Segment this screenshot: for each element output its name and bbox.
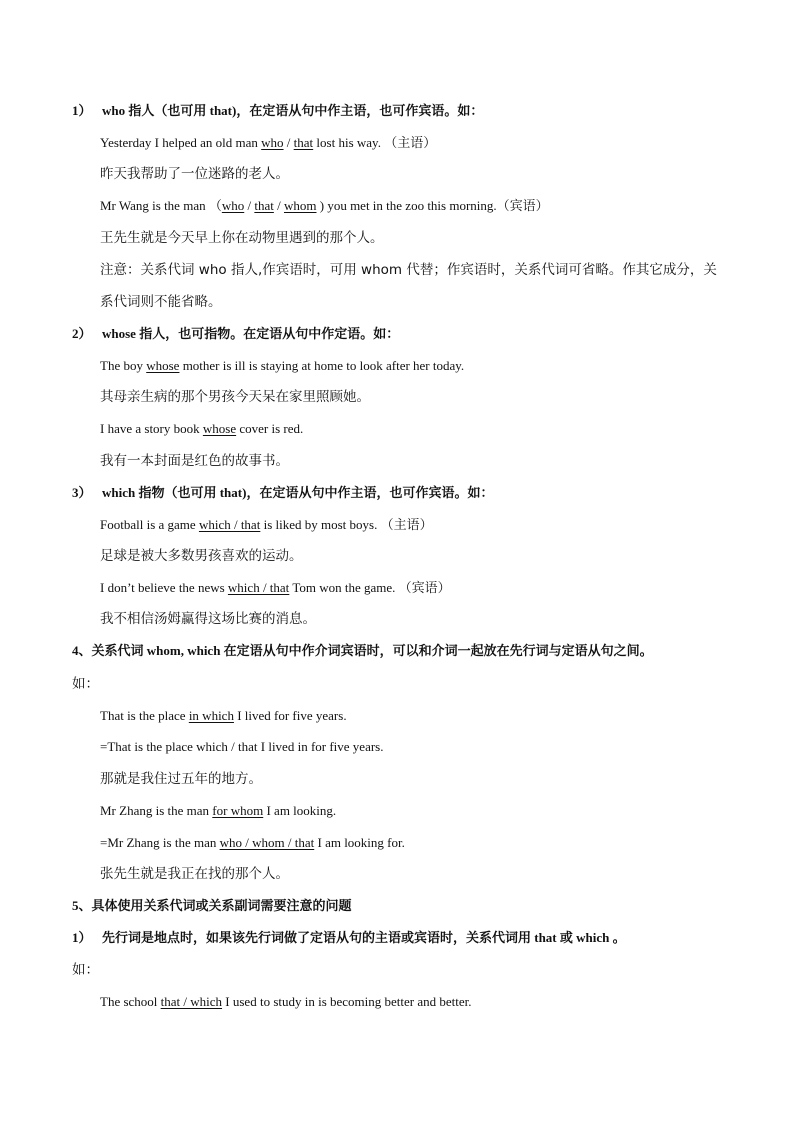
sentence-fragment: I lived for five years. [233,708,347,723]
sentence-fragment: Football is a game [100,517,199,532]
sentence-fragment: / [283,135,294,150]
section-5-subheading [72,930,626,946]
sentence-fragment: Tom won the game. （宾语） [289,580,451,595]
sentence-fragment: The school [100,994,161,1009]
sentence-fragment: That is the place [100,708,189,723]
example-sentence [100,708,347,724]
underlined-term: whom [283,198,317,213]
section-1-heading [72,103,483,119]
underlined-term: which / that [227,580,290,595]
ru-label: 如： [72,676,99,692]
example-sentence [100,517,433,533]
note-line: 注意：关系代词 who 指人,作宾语时，可用 whom 代替；作宾语时，关系代词可省略。作其它成分，关 [100,262,717,278]
sentence-fragment: =Mr Zhang is the man [100,835,220,850]
example-sentence [100,198,549,214]
example-sentence: =That is the place which / that I lived in for five years. [100,739,384,754]
translation: 足球是被大多数男孩喜欢的运动。 [100,548,303,564]
sentence-fragment: Mr Zhang is the man [100,803,213,818]
underlined-term: in which [188,708,234,723]
sentence-fragment: mother is ill is staying at home to look after her today. [179,358,465,373]
sentence-fragment: is liked by most boys. （主语） [260,517,433,532]
section-3-title: which 指物（也可用 that)，在定语从句中作主语，也可作宾语。如： [102,485,494,500]
underlined-term: who [261,135,284,150]
sentence-fragment: I have a story book [100,421,203,436]
example-sentence [100,994,472,1010]
subsection-title: 先行词是地点时，如果该先行词做了定语从句的主语或宾语时，关系代词用 that 或 which 。 [102,930,626,945]
sentence-fragment: cover is red. [236,421,304,436]
underlined-term: that / which [160,994,223,1009]
subsection-number: 1） [72,930,92,945]
translation: 我有一本封面是红色的故事书。 [100,453,289,469]
sentence-fragment: ) you met in the zoo this morning.（宾语） [316,198,549,213]
section-2-number: 2） [72,326,92,341]
underlined-term: who [221,198,245,213]
section-3-heading [72,485,493,501]
translation: 王先生就是今天早上你在动物里遇到的那个人。 [100,230,384,246]
example-sentence [100,135,436,151]
section-1-title: who 指人（也可用 that)，在定语从句中作主语，也可作宾语。如： [102,103,484,118]
section-4-heading: 4、关系代词 whom, which 在定语从句中作介词宾语时，可以和介词一起放在先行词与定语从句之间。 [72,643,653,658]
underlined-term: who / whom / that [219,835,315,850]
translation: 我不相信汤姆赢得这场比赛的消息。 [100,611,316,627]
sentence-fragment: Yesterday I helped an old man [100,135,262,150]
section-2-heading [72,326,399,342]
sentence-fragment: The boy [100,358,147,373]
sentence-fragment: / [273,198,284,213]
underlined-term: whose [202,421,237,436]
section-5-heading: 5、具体使用关系代词或关系副词需要注意的问题 [72,898,352,913]
sentence-fragment: I used to study in is becoming better and better. [222,994,472,1009]
sentence-fragment: I don’t believe the news [100,580,228,595]
ru-label: 如： [72,962,99,978]
section-1-number: 1） [72,103,92,118]
underlined-term: for whom [212,803,264,818]
sentence-fragment: lost his way. （主语） [313,135,437,150]
translation: 昨天我帮助了一位迷路的老人。 [100,166,289,182]
example-sentence [100,358,464,374]
example-sentence [100,580,451,596]
underlined-term: whose [146,358,180,373]
example-sentence [100,803,336,819]
underlined-term: which / that [198,517,261,532]
underlined-term: that [293,135,314,150]
section-3-number: 3） [72,485,92,500]
section-2-title: whose 指人，也可指物。在定语从句中作定语。如： [102,326,400,341]
translation: 其母亲生病的那个男孩今天呆在家里照顾她。 [100,389,370,405]
example-sentence [100,835,405,851]
sentence-fragment: / [244,198,255,213]
sentence-fragment: Mr Wang is the man （ [100,198,222,213]
translation: 张先生就是我正在找的那个人。 [100,866,289,882]
sentence-fragment: I am looking for. [314,835,405,850]
note-line: 系代词则不能省略。 [100,294,222,310]
translation: 那就是我住过五年的地方。 [100,771,262,787]
example-sentence [100,421,303,437]
sentence-fragment: I am looking. [263,803,337,818]
underlined-term: that [254,198,274,213]
